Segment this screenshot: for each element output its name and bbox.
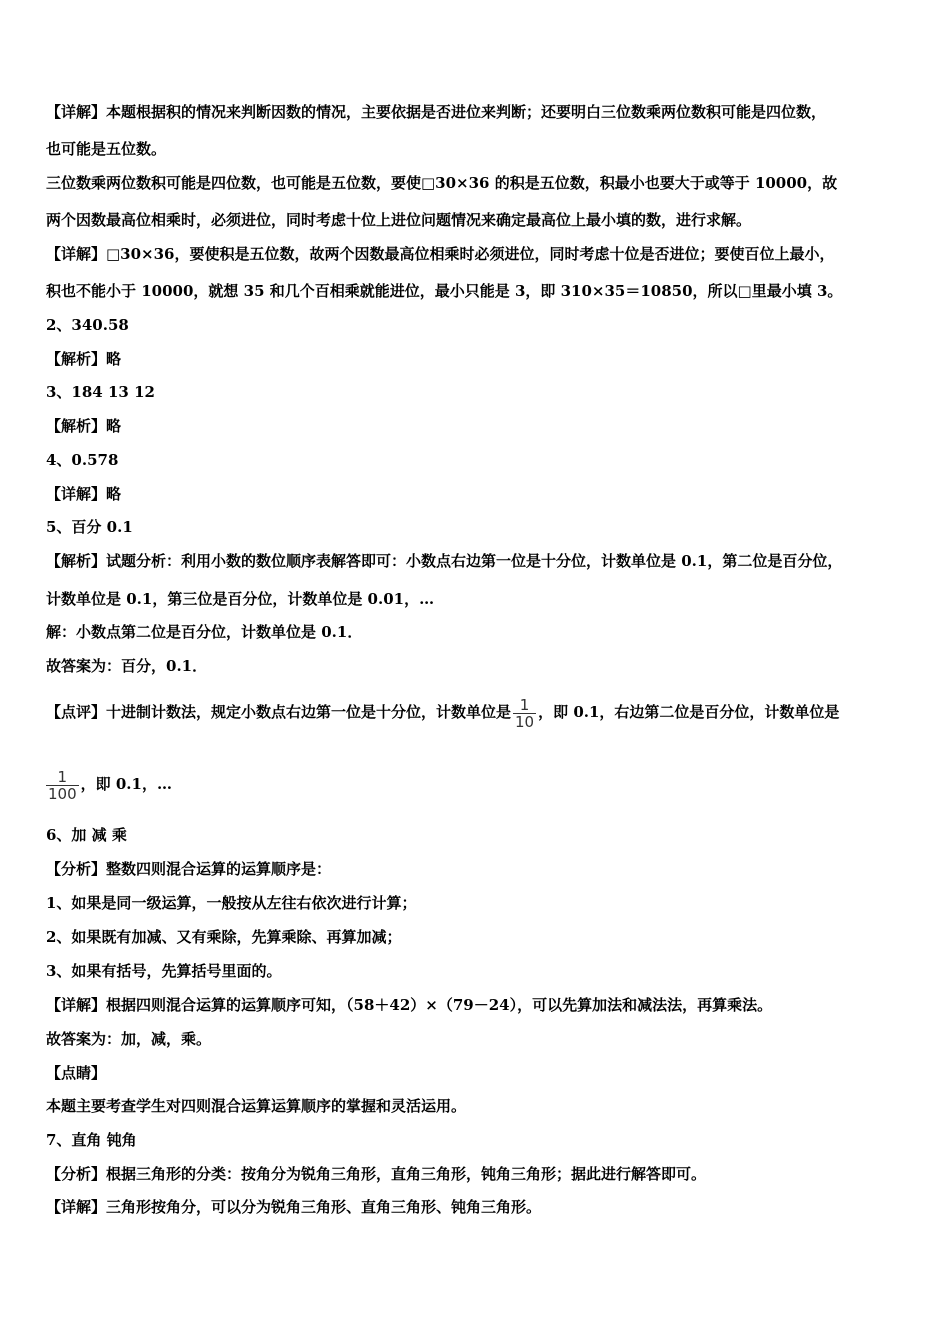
text-line: 1、如果是同一级运算，一般按从左往右依次进行计算； [46,894,417,912]
fraction-one-hundredth [46,769,79,802]
text-line: 【详解】□30×36，要使积是五位数，故两个因数最高位相乘时必须进位，同时考虑十位是否进位；要使百位上最小， [46,245,835,263]
text-line: 【点睛】 [46,1064,107,1082]
answer-number: 5、百分 0.1 [46,518,133,536]
answer-number: 6、加 减 乘 [46,826,127,844]
comment-suffix: ，即 0.1，… [80,775,172,793]
text-line: 【分析】根据三角形的分类：按角分为锐角三角形，直角三角形，钝角三角形；据此进行解答即可。 [46,1165,707,1183]
text-line: 【详解】根据四则混合运算的运算顺序可知，（58＋42）×（79－24），可以先算加法和减法法，再算乘法。 [46,996,773,1014]
answer-number: 3、184 13 12 [46,383,155,401]
text-line: 【分析】整数四则混合运算的运算顺序是： [46,860,332,878]
fraction-numerator: 1 [57,767,68,786]
text-line: 【解析】试题分析：利用小数的数位顺序表解答即可：小数点右边第一位是十分位，计数单位是 0.1，第二位是百分位， [46,552,843,570]
text-line: 故答案为：加，减，乘。 [46,1030,212,1048]
text-line: 也可能是五位数。 [46,140,167,158]
text-line: 故答案为：百分，0.1． [46,657,208,675]
text-line: 【详解】本题根据积的情况来判断因数的情况，主要依据是否进位来判断；还要明白三位数乘两位数积可能是四位数， [46,103,827,121]
answer-number: 4、0.578 [46,451,119,469]
text-line: 2、如果既有加减、又有乘除，先算乘除、再算加减； [46,928,402,946]
text-line: 【详解】略 [46,485,122,503]
answer-number: 2、340.58 [46,316,129,334]
text-line: 3、如果有括号，先算括号里面的。 [46,962,282,980]
text-line: 解：小数点第二位是百分位，计数单位是 0.1． [46,623,363,641]
comment-prefix: 【点评】十进制计数法，规定小数点右边第一位是十分位，计数单位是 [46,703,512,721]
fraction-denominator: 100 [48,784,77,803]
text-line: 【解析】略 [46,417,122,435]
text-line: 计数单位是 0.1，第三位是百分位，计数单位是 0.01，… [46,590,435,608]
fraction-denominator: 10 [515,712,535,731]
comment-middle: ，即 0.1，右边第二位是百分位，计数单位是 [538,703,840,721]
text-line: 本题主要考查学生对四则混合运算运算顺序的掌握和灵活运用。 [46,1097,467,1115]
comment-line [46,694,839,730]
fraction-one-tenth [513,697,536,730]
text-line: 【解析】略 [46,350,122,368]
fraction-numerator: 1 [519,695,530,714]
text-line: 积也不能小于 10000，就想 35 和几个百相乘就能进位，最小只能是 3，即 310×35＝10850，所以□里最小填 3。 [46,282,843,300]
text-line: 【详解】三角形按角分，可以分为锐角三角形、直角三角形、钝角三角形。 [46,1198,542,1216]
comment-line-2 [46,764,172,804]
answer-number: 7、直角 钝角 [46,1131,137,1149]
text-line: 两个因数最高位相乘时，必须进位，同时考虑十位上进位问题情况来确定最高位上最小填的数，进行求解。 [46,211,752,229]
text-line: 三位数乘两位数积可能是四位数，也可能是五位数，要使□30×36 的积是五位数，积最小也要大于或等于 10000，故 [46,174,838,192]
